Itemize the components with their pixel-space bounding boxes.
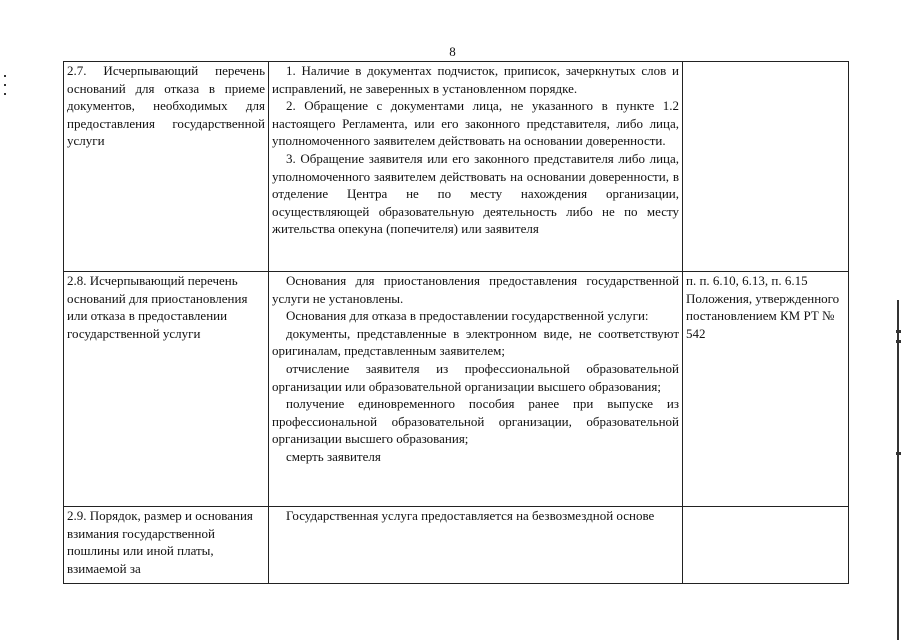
row-label-cell <box>64 272 269 507</box>
scan-edge-tick <box>896 340 901 343</box>
content-paragraph: Основания для приостановления предоставления государственной услуги не установлены. <box>272 273 679 306</box>
row-label: 2.8. Исчерпывающий перечень оснований для приостановления или отказа в предоставлении государственной услуги <box>67 273 248 341</box>
content-paragraph: документы, представленные в электронном виде, не соответствуют оригиналам, представленным заявителем; <box>272 325 679 359</box>
row-reference: п. п. 6.10, 6.13, п. 6.15 Положения, утвержденного постановлением КМ РТ № 542 <box>686 273 840 341</box>
table-row <box>64 507 849 584</box>
regulation-table <box>63 61 849 584</box>
row-label: 2.9. Порядок, размер и основания взимания государственной пошлины или иной платы, взимаемой за <box>67 508 253 576</box>
row-reference-cell <box>683 62 849 272</box>
content-paragraph: Основания для отказа в предоставлении государственной услуги: <box>286 308 649 324</box>
table-row <box>64 272 849 507</box>
row-reference-cell <box>683 507 849 584</box>
table-row <box>64 62 849 272</box>
scan-edge-tick <box>896 452 901 455</box>
scan-edge-tick <box>896 330 901 333</box>
row-content-cell <box>269 272 683 507</box>
scan-edge-line <box>897 300 899 640</box>
row-reference-cell <box>683 272 849 507</box>
content-paragraph: отчисление заявителя из профессиональной образовательной организации или образовательной организации высшего образования; <box>272 360 679 394</box>
content-paragraph: 1. Наличие в документах подчисток, приписок, зачеркнутых слов и исправлений, не заверенных в установленном порядке. <box>272 63 679 96</box>
content-paragraph: получение единовременного пособия ранее при выпуске из профессиональной образовательной организации, образовательной организации высшего образования; <box>272 396 679 447</box>
content-paragraph: 3. Обращение заявителя или его законного представителя либо лица, уполномоченного заявителем действовать на основании доверенности, в отделение Центра не по месту нахождения организации, осуществляющей образовательную деятельность либо не по месту жительства опекуна (попечителя) или заявителя <box>272 150 679 237</box>
page-number: 8 <box>449 44 456 59</box>
content-paragraph: 2. Обращение с документами лица, не указанного в пункте 1.2 настоящего Регламента, или его законного представителя, либо лица, уполномоченного заявителем действовать на основании доверенности. <box>272 98 679 149</box>
row-content-cell <box>269 62 683 272</box>
content-paragraph: смерть заявителя <box>286 448 381 464</box>
row-label-cell <box>64 507 269 584</box>
margin-marks <box>4 75 8 105</box>
row-label-cell <box>64 62 269 272</box>
row-label: 2.7. Исчерпывающий перечень оснований для отказа в приеме документов, необходимых для предоставления государственной услуги <box>67 63 265 149</box>
content-paragraph: Государственная услуга предоставляется на безвозмездной основе <box>286 508 655 523</box>
row-content-cell <box>269 507 683 584</box>
